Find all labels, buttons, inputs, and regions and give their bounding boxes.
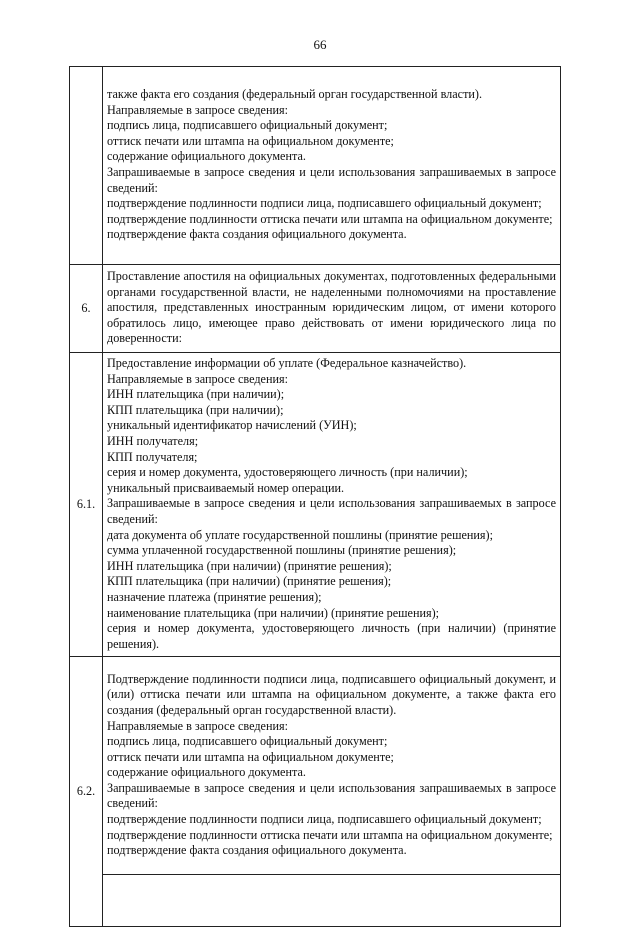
row-text-line: Направляемые в запросе сведения: — [107, 371, 289, 386]
row-text-line: Направляемые в запросе сведения: — [107, 718, 289, 733]
row-text-line: Направляемые в запросе сведения: — [107, 102, 289, 117]
table-row-continuation — [70, 875, 561, 927]
row-text-line: Проставление апостиля на официальных документах, подготовленных федеральными органами государственной власти, не наделенными полномочиями на проставление апостиля, представленных иностранным юридическим лицом, от имени которого обратилось лицо, имеющее право действовать от имени юридического лица по доверенности: — [107, 269, 556, 346]
row-text-line: подтверждение подлинности подписи лица, подписавшего официальный документ; — [107, 196, 542, 211]
row-text-line: КПП плательщика (при наличии); — [107, 402, 284, 417]
row-content-cell — [103, 265, 561, 353]
row-text-line: серия и номер документа, удостоверяющего личность (при наличии) (принятие решения). — [107, 621, 556, 651]
row-text-line: Запрашиваемые в запросе сведения и цели использования запрашиваемых в запросе сведений: — [107, 496, 556, 526]
row-text-line: уникальный присваиваемый номер операции. — [107, 480, 345, 495]
row-text-line: оттиск печати или штампа на официальном документе; — [107, 133, 394, 148]
row-text-line: назначение платежа (принятие решения); — [107, 589, 322, 604]
row-text-line: ИНН получателя; — [107, 433, 199, 448]
row-text-line: КПП плательщика (при наличии) (принятие решения); — [107, 574, 392, 589]
row-text-line: содержание официального документа. — [107, 149, 306, 164]
row-text-line: сумма уплаченной государственной пошлины (принятие решения); — [107, 543, 457, 558]
table-row — [70, 657, 561, 875]
row-number-cell — [70, 67, 103, 265]
row-text-line: подпись лица, подписавшего официальный документ; — [107, 734, 388, 749]
row-text-line: Предоставление информации об уплате (Федеральное казначейство). — [107, 356, 467, 370]
row-text-line: содержание официального документа. — [107, 765, 306, 780]
row-text-line: наименование плательщика (при наличии) (принятие решения); — [107, 605, 440, 620]
row-number-cell: 6. — [70, 265, 103, 353]
row-text-line: ИНН плательщика (при наличии) (принятие решения); — [107, 558, 392, 573]
row-text-line: Подтверждение подлинности подписи лица, подписавшего официальный документ, и (или) оттиска печати или штампа на официальном документе, а также факта его создания (федеральный орган государственной власти). — [107, 671, 556, 717]
table-row — [70, 265, 561, 353]
row-content-cell-empty — [103, 875, 561, 927]
row-text-line: Запрашиваемые в запросе сведения и цели использования запрашиваемых в запросе сведений: — [107, 780, 556, 811]
row-text-line: оттиск печати или штампа на официальном документе; — [107, 749, 394, 764]
page-number: 66 — [313, 37, 327, 52]
services-table — [69, 66, 561, 927]
row-text-line: подпись лица, подписавшего официальный документ; — [107, 118, 388, 133]
row-text-line: КПП получателя; — [107, 449, 198, 464]
row-content-cell — [103, 353, 561, 657]
row-number-cell: 6.1. — [70, 353, 103, 657]
row-content-cell — [103, 67, 561, 265]
row-text-line: подтверждение подлинности подписи лица, подписавшего официальный документ; — [107, 812, 542, 827]
row-text-line: подтверждение подлинности оттиска печати или штампа на официальном документе; — [107, 211, 553, 226]
row-text-line: подтверждение подлинности оттиска печати или штампа на официальном документе; — [107, 827, 553, 842]
row-text-line: подтверждение факта создания официального документа. — [107, 843, 407, 858]
row-text-line: также факта его создания (федеральный орган государственной власти). — [107, 87, 483, 102]
row-text-line: уникальный идентификатор начислений (УИН); — [107, 418, 357, 433]
table-row — [70, 353, 561, 657]
row-text-line: серия и номер документа, удостоверяющего личность (при наличии); — [107, 465, 468, 480]
row-number-cell: 6.2. — [70, 657, 103, 927]
row-text-line: ИНН плательщика (при наличии); — [107, 387, 285, 402]
table-row — [70, 67, 561, 265]
row-content-cell — [103, 657, 561, 875]
row-text-line: дата документа об уплате государственной пошлины (принятие решения); — [107, 527, 493, 542]
row-text-line: подтверждение факта создания официального документа. — [107, 227, 407, 242]
row-text-line: Запрашиваемые в запросе сведения и цели использования запрашиваемых в запросе сведений: — [107, 165, 556, 195]
